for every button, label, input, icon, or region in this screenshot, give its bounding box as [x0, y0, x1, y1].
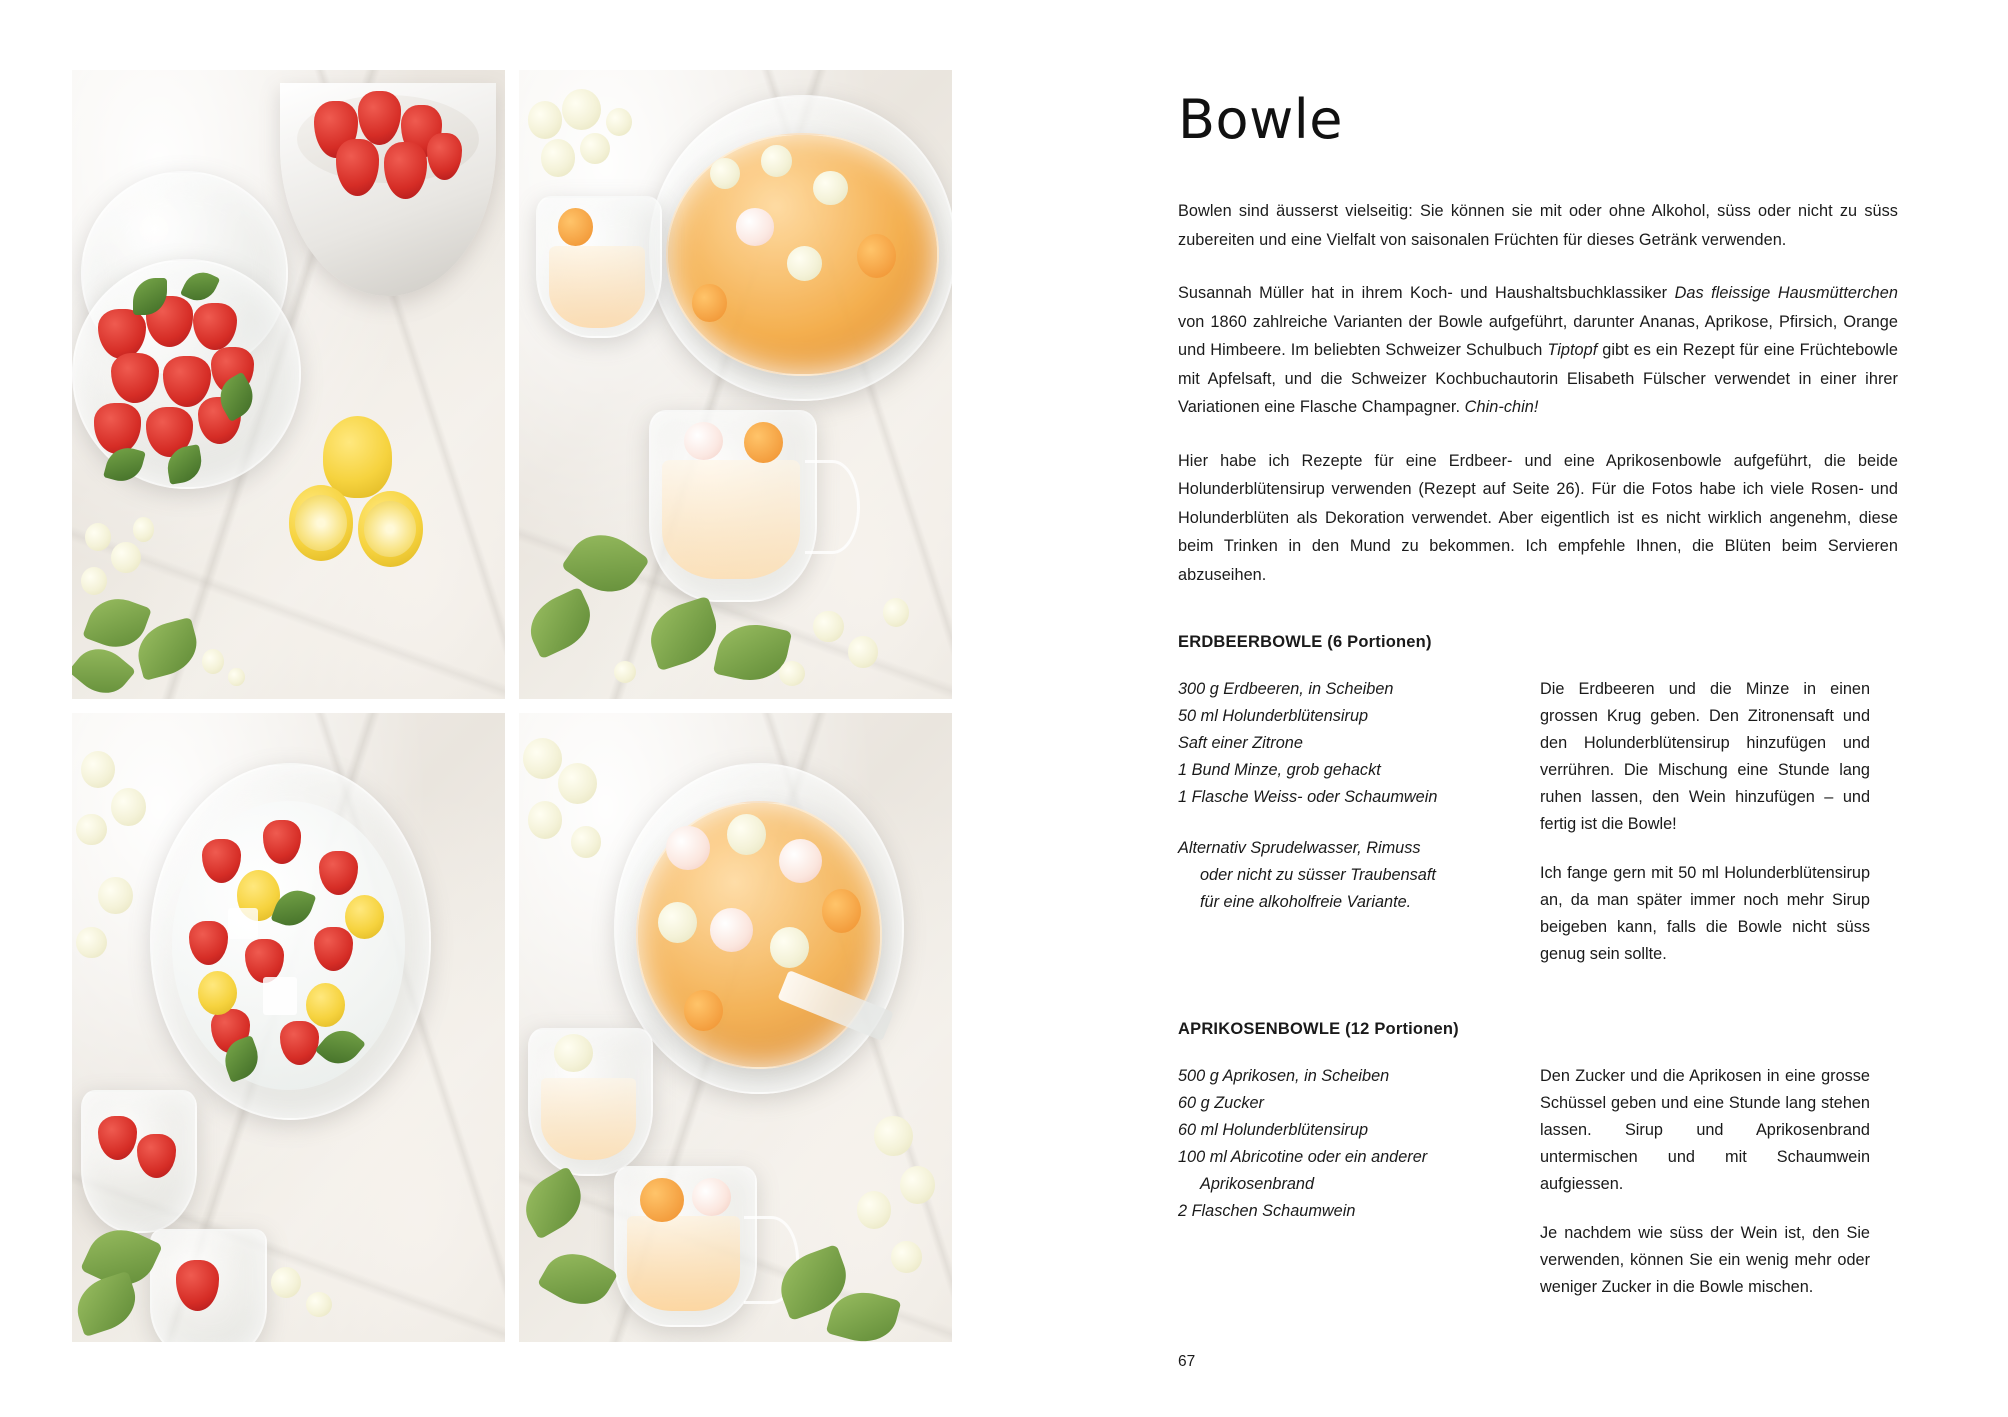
- recipe-2-name: APRIKOSENBOWLE: [1178, 1020, 1341, 1038]
- step-paragraph: Ich fange gern mit 50 ml Holunderblütensirup an, da man später immer noch mehr Sirup beigeben kann, falls die Bowle nicht süss genug sein sollte.: [1540, 864, 1870, 963]
- intro-p2-part3: gibt es ein Rezept für eine Früchtebowle mit Apfelsaft, und die Schweizer Kochbuchautorin Elisabeth Fülscher verwendet in einer ihrer Variationen eine Flasche Champagner.: [1178, 341, 1898, 416]
- photo-strawberry-punch-bowl: [72, 713, 505, 1342]
- recipe-1-name: ERDBEERBOWLE: [1178, 633, 1323, 651]
- ingredients-list-aprikosenbowle: [1178, 1063, 1498, 1301]
- ingredient-item: 50 ml Holunderblütensirup: [1178, 707, 1369, 725]
- photo-apricot-punch-bowl: [519, 70, 952, 699]
- alternative-line: Alternativ Sprudelwasser, Rimuss: [1178, 839, 1421, 857]
- photo-strawberries-colander: [72, 70, 505, 699]
- intro-p2-part2: von 1860 zahlreiche Varianten der Bowle aufgeführt, darunter Ananas, Aprikose, Pfirsich, Orange und Himbeere. Im beliebten Schweizer Schulbuch: [1178, 312, 1898, 359]
- article-content: [1178, 88, 1898, 1301]
- ingredient-item: 1 Bund Minze, grob gehackt: [1178, 761, 1381, 779]
- page-title: Bowle: [1178, 88, 1343, 151]
- recipe-title-aprikosenbowle: [1178, 1020, 1898, 1039]
- right-page: [1160, 0, 2008, 1417]
- ingredient-item: 100 ml Abricotine oder ein anderer: [1178, 1148, 1428, 1166]
- recipe-title-erdbeerbowle: [1178, 633, 1898, 652]
- recipe-erdbeerbowle: [1178, 633, 1898, 968]
- ingredient-item: 500 g Aprikosen, in Scheiben: [1178, 1067, 1390, 1085]
- alternative-note: [1178, 835, 1498, 916]
- recipe-aprikosenbowle: [1178, 1020, 1898, 1301]
- ingredient-item: 1 Flasche Weiss- oder Schaumwein: [1178, 788, 1438, 806]
- step-paragraph: Den Zucker und die Aprikosen in eine grosse Schüssel geben und eine Stunde lang stehen lassen. Sirup und Aprikosenbrand untermischen und mit Schaumwein aufgiessen.: [1540, 1067, 1870, 1193]
- recipe-2-portions: (12 Portionen): [1345, 1020, 1459, 1038]
- phrase-chin-chin: Chin-chin!: [1464, 398, 1539, 416]
- ingredient-item: Saft einer Zitrone: [1178, 734, 1303, 752]
- page-number: 67: [1178, 1353, 1196, 1370]
- alternative-line: oder nicht zu süsser Traubensaft: [1200, 866, 1436, 884]
- photo-grid: [72, 70, 952, 1342]
- step-paragraph: Die Erdbeeren und die Minze in einen grossen Krug geben. Den Zitronensaft und den Holunderblütensirup hinzufügen und verrühren. Die Mischung eine Stunde lang ruhen lassen, den Wein hinzufügen – und fertig ist die Bowle!: [1540, 680, 1870, 833]
- book-title-hausmuetterchen: Das fleissige Hausmütterchen: [1674, 284, 1898, 302]
- alternative-line: für eine alkoholfreie Variante.: [1200, 893, 1412, 911]
- intro-paragraph-3: Hier habe ich Rezepte für eine Erdbeer- und eine Aprikosenbowle aufgeführt, die beide Holunderblütensirup verwenden (Rezept auf Seite 26). Für die Fotos habe ich viele Rosen- und Holunderblüten als Dekoration verwendet. Aber eigentlich ist es nicht wirklich angenehm, diese beim Trinken in den Mund zu bekommen. Ich empfehle Ihnen, die Blüten beim Servieren abzuseihen.: [1178, 451, 1898, 584]
- recipe-1-portions: (6 Portionen): [1327, 633, 1432, 651]
- step-paragraph: Je nachdem wie süss der Wein ist, den Sie verwenden, können Sie ein wenig mehr oder weniger Zucker in die Bowle mischen.: [1540, 1224, 1870, 1296]
- intro-p2-part1: Susannah Müller hat in ihrem Koch- und Haushaltsbuchklassiker: [1178, 284, 1675, 302]
- book-title-tiptopf: Tiptopf: [1547, 341, 1598, 359]
- intro-paragraph-1: Bowlen sind äusserst vielseitig: Sie können sie mit oder ohne Alkohol, süss oder nicht zu süss zubereiten und eine Vielfalt von saisonalen Früchten für dieses Getränk verwenden.: [1178, 202, 1898, 249]
- ingredient-item: 60 g Zucker: [1178, 1094, 1264, 1112]
- ingredient-item: Aprikosenbrand: [1200, 1175, 1315, 1193]
- ingredient-item: 60 ml Holunderblütensirup: [1178, 1121, 1369, 1139]
- ingredient-item: 2 Flaschen Schaumwein: [1178, 1202, 1356, 1220]
- steps-erdbeerbowle: [1540, 676, 1870, 968]
- photo-apricot-bowl-topview: [519, 713, 952, 1342]
- ingredient-item: 300 g Erdbeeren, in Scheiben: [1178, 680, 1394, 698]
- steps-aprikosenbowle: [1540, 1063, 1870, 1301]
- intro-paragraph-2: [1178, 279, 1898, 422]
- ingredients-list-erdbeerbowle: [1178, 676, 1498, 968]
